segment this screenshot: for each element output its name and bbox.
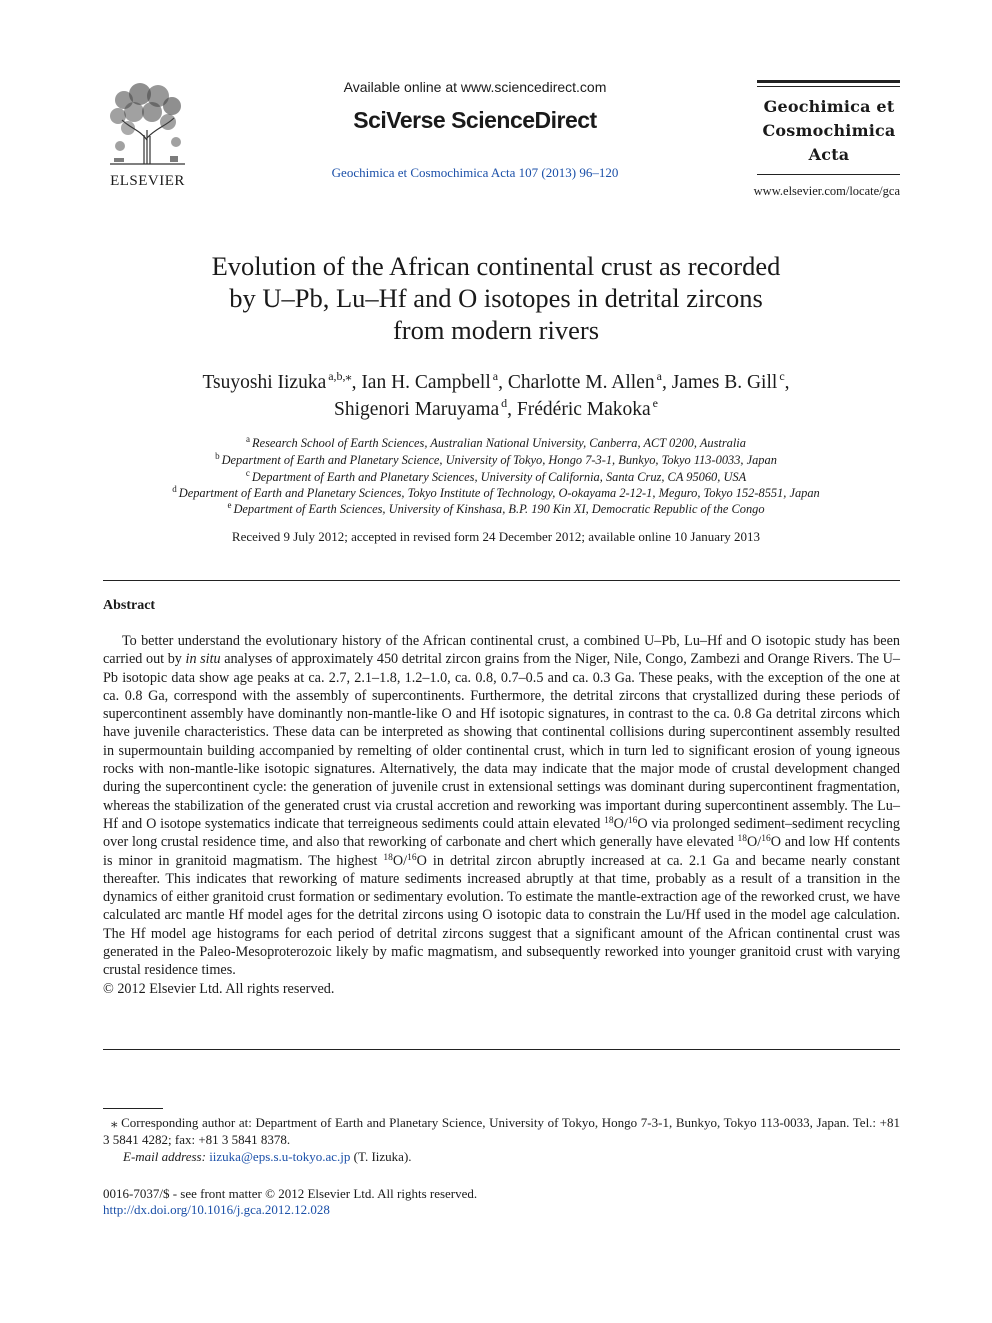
author-separator: ,	[784, 372, 790, 393]
elsevier-tree-icon	[100, 80, 195, 166]
elsevier-wordmark: ELSEVIER	[110, 173, 185, 189]
author-affiliation-marks[interactable]: a	[492, 369, 499, 383]
journal-name-line: Geochimica et	[763, 97, 895, 116]
author-name[interactable]: Charlotte M. Allen	[507, 372, 655, 393]
journal-name-line: Cosmochimica	[762, 121, 896, 140]
affiliation	[0, 435, 992, 452]
author-separator: ,	[351, 372, 362, 393]
journal-name	[745, 95, 913, 167]
corresponding-marker: ⁎	[111, 1115, 118, 1130]
affiliation-key: d	[172, 484, 177, 494]
author-separator: ,	[498, 372, 508, 393]
issn-line: 0016-7037/$ - see front matter © 2012 Elsevier Ltd. All rights reserved.	[103, 1186, 478, 1201]
email-link[interactable]: iizuka@eps.s.u-tokyo.ac.jp	[209, 1149, 351, 1164]
corresponding-text: Corresponding author at: Department of Earth and Planetary Science, University of Tokyo, Hongo 7-3-1, Bunkyo, Tokyo 113-0033, Japan. Tel.: +81 3 5841 4282; fax: +81 3 5841 8378.	[103, 1115, 901, 1147]
author-line	[0, 396, 992, 423]
author-name[interactable]: Ian H. Campbell	[361, 372, 491, 393]
affiliation-key: e	[227, 500, 232, 510]
author-affiliation-marks[interactable]: d	[501, 396, 508, 410]
doi-link[interactable]: http://dx.doi.org/10.1016/j.gca.2012.12.028	[103, 1202, 330, 1217]
journal-citation-link[interactable]: Geochimica et Cosmochimica Acta 107 (2013) 96–120	[331, 165, 619, 180]
author-separator: ,	[661, 372, 672, 393]
email-label: E-mail address:	[123, 1149, 206, 1164]
title-line: Evolution of the African continental crust as recorded	[211, 251, 781, 281]
affiliation-text: Department of Earth and Planetary Sciences, University of California, Santa Cruz, CA 95060, USA	[251, 470, 747, 484]
journal-bottom-rule	[757, 174, 900, 175]
title-line: from modern rivers	[392, 315, 600, 345]
affiliation-key: c	[245, 468, 250, 478]
journal-url[interactable]: www.elsevier.com/locate/gca	[753, 184, 900, 198]
available-online-text: Available online at www.sciencedirect.com	[343, 79, 607, 95]
elsevier-logo	[100, 80, 195, 189]
article-dates: Received 9 July 2012; accepted in revised form 24 December 2012; available online 10 January 2013	[231, 529, 761, 544]
sciverse-sciencedirect-logo: SciVerse ScienceDirect	[353, 107, 597, 133]
author-affiliation-marks[interactable]: a	[656, 369, 662, 383]
journal-top-rule-thick	[757, 80, 900, 83]
affiliation	[0, 501, 992, 518]
article-title	[0, 250, 992, 346]
abstract-heading: Abstract	[103, 598, 156, 613]
corresponding-author-footnote	[103, 1114, 900, 1148]
author-list	[0, 369, 992, 423]
journal-name-line: Acta	[808, 145, 850, 164]
author-name[interactable]: Frédéric Makoka	[516, 399, 651, 420]
author-affiliation-marks[interactable]: c	[779, 369, 785, 383]
abstract-copyright: © 2012 Elsevier Ltd. All rights reserved.	[103, 980, 335, 997]
affiliation-text: Department of Earth and Planetary Sciences, Tokyo Institute of Technology, O-okayama 2-12-1, Meguro, Tokyo 152-8551, Japan	[178, 486, 820, 500]
author-name[interactable]: Shigenori Maruyama	[334, 399, 500, 420]
abstract-top-rule	[103, 580, 900, 581]
affiliation	[0, 485, 992, 502]
journal-top-rule-thin	[757, 86, 900, 87]
author-name[interactable]: Tsuyoshi Iizuka	[202, 372, 327, 393]
email-footnote	[123, 1148, 412, 1165]
author-affiliation-marks[interactable]: e	[652, 396, 658, 410]
affiliation	[0, 452, 992, 469]
footnote-rule	[103, 1108, 163, 1109]
affiliation-text: Department of Earth and Planetary Science, University of Tokyo, Hongo 7-3-1, Bunkyo, Tokyo 113-0033, Japan	[221, 453, 777, 467]
email-owner: (T. Iizuka).	[353, 1149, 412, 1164]
abstract-bottom-rule	[103, 1049, 900, 1050]
title-line: by U–Pb, Lu–Hf and O isotopes in detrital zircons	[229, 283, 763, 313]
abstract-body	[103, 632, 900, 998]
author-name[interactable]: James B. Gill	[671, 372, 778, 393]
affiliation-text: Department of Earth Sciences, University of Kinshasa, B.P. 190 Kin XI, Democratic Republic of the Congo	[233, 502, 765, 516]
abstract-paragraph: To better understand the evolutionary history of the African continental crust, a combined U–Pb, Lu–Hf and O isotopic study has been carried out by in situ analyses of approximately 450 detrital zircon grains from the Niger, Nile, Congo, Zambezi and Orange Rivers. The U–Pb isotopic data show age peaks at ca. 2.7, 2.1–1.8, 1.2–1.0, ca. 0.8, 0.7–0.5 and ca. 0.3 Ga. These peaks, with the exception of the one at ca. 0.8 Ga, correspond with the assembly of supercontinents. Furthermore, the detrital zircons that crystallized during these periods of supercontinent assembly have dominantly non-mantle-like O and Hf isotopic signatures, in contrast to the ca. 0.8 Ga detrital zircons which have juvenile characteristics. These data can be interpreted as showing that continental collisions during supercontinent assembly resulted in supermountain building accompanied by remelting of older continental crust, which in turn led to significant erosion of young igneous rocks with non-mantle-like isotopic signatures. Alternatively, the data may indicate that the major mode of crustal development changed during the supercontinent cycle: the generation of juvenile crust in extensional settings was dominant during supercontinent fragmentation, whereas the stabilization of the generated crust via crustal accretion and reworking was important during supercontinent assembly. The Lu–Hf and O isotope systematics indicate that terreigneous sediments could attain elevated $^{18}$O/$^{16}$O via prolonged sediment–sediment recycling over long crustal residence time, and also that reworking of carbonate and chert which generally have elevated $^{18}$O/$^{16}$O and low Hf contents is minor in granitoid magmatism. The highest $^{18}$O/$^{16}$O in detrital zircon abruptly increased at ca. 2.1 Ga and became nearly constant thereafter. This indicates that reworking of mature sediments increased abruptly at that time, probably as a result of a transition in the dynamics of either granitoid crust formation or sedimentary evolution. To estimate the mantle-extraction age of the reworked crust, we have calculated arc mantle Hf model ages for the detrital zircons using O isotopic data to constrain the Lu/Hf used in the model age calculation. The Hf model age histograms for each period of detrital zircons suggest that a significant amount of the African continental crust was generated in the Paleo-Mesoproterozoic likely by mafic magmatism, and subsequently reworked into younger granitoid crust with varying crustal residence times.	[103, 633, 901, 979]
affiliation	[0, 469, 992, 486]
affiliation-text: Research School of Earth Sciences, Australian National University, Canberra, ACT 0200, Australia	[252, 436, 746, 450]
affiliation-key: a	[246, 434, 251, 444]
author-affiliation-marks[interactable]: a,b,⁎	[328, 369, 352, 383]
affiliation-key: b	[215, 451, 220, 461]
author-line	[0, 369, 992, 396]
author-separator: ,	[507, 399, 517, 420]
